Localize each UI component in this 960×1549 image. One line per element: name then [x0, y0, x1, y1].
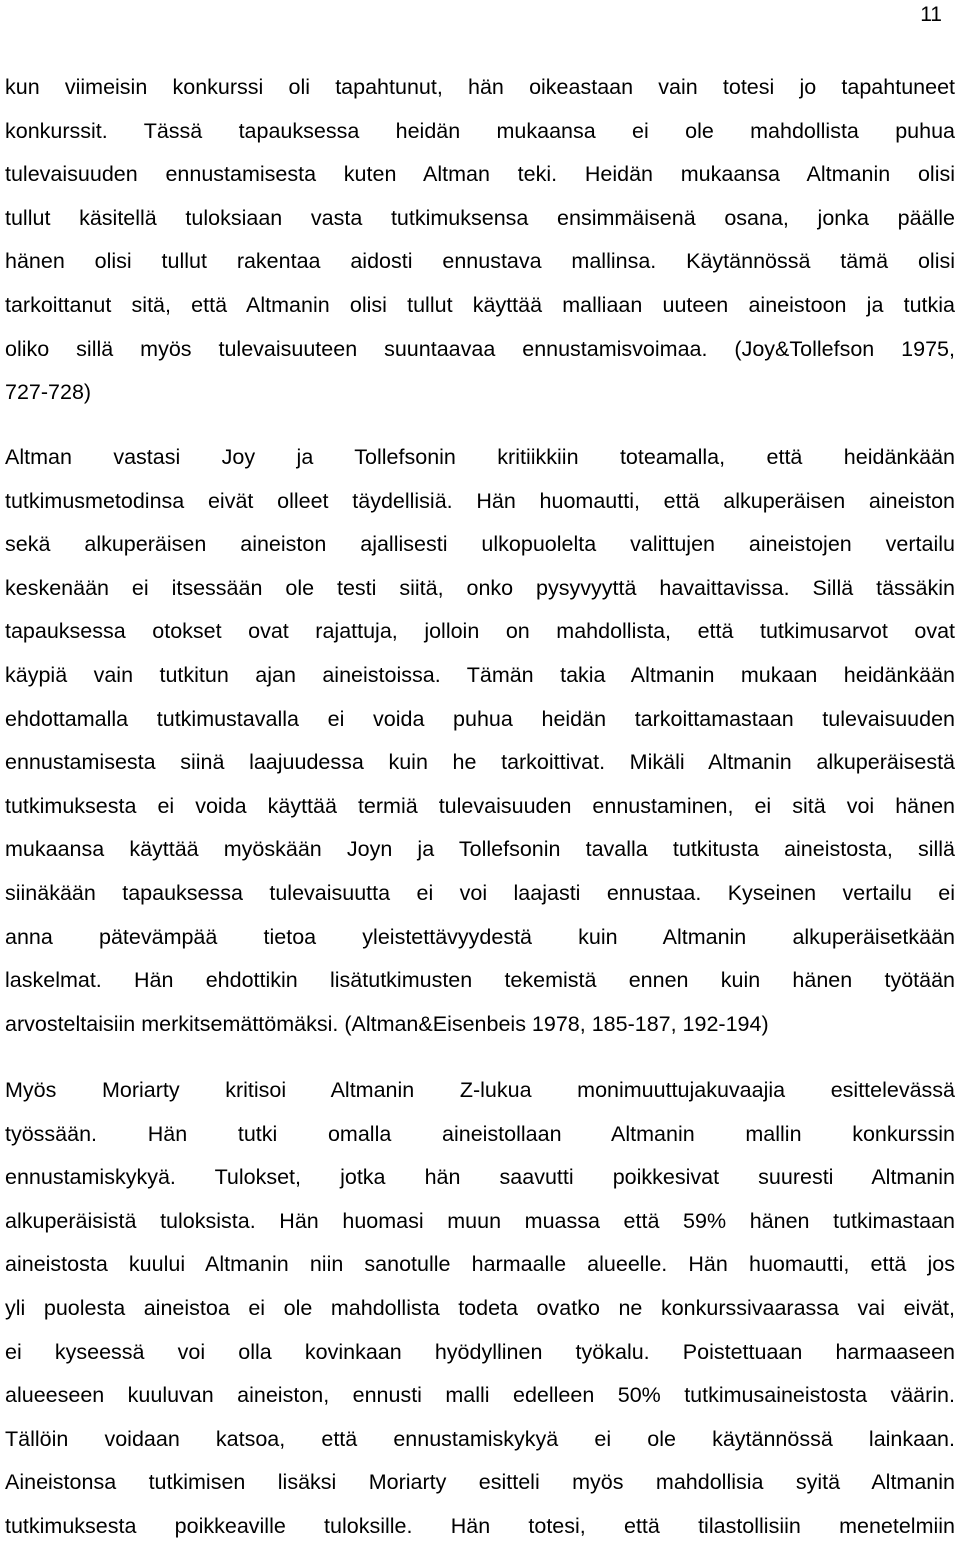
- text-line: arvosteltaisiin merkitsemättömäksi. (Altman&Eisenbeis 1978, 185-187, 192-194): [5, 1011, 769, 1036]
- text-line: Aineistonsa tutkimisen lisäksi Moriarty esitteli myös mahdollisia syitä Altmanin: [5, 1470, 955, 1495]
- text-line: Myös Moriarty kritisoi Altmanin Z-lukua monimuuttujakuvaajia esittelevässä: [5, 1078, 955, 1102]
- paragraph-3: [5, 1069, 955, 1549]
- text-line: ei kyseessä voi olla kovinkaan hyödyllinen työkalu. Poistettuaan harmaaseen: [5, 1339, 955, 1364]
- page-number: 11: [920, 3, 942, 26]
- text-line: ennustamiskykyä. Tulokset, jotka hän saavutti poikkesivat suuresti Altmanin: [5, 1165, 955, 1190]
- text-line: oliko sillä myös tulevaisuuteen suuntaavaa ennustamisvoimaa. (Joy&Tollefson 1975,: [5, 336, 955, 361]
- text-line: konkurssit. Tässä tapauksessa heidän mukaansa ei ole mahdollista puhua: [5, 118, 955, 143]
- paragraph-2: [5, 436, 955, 1046]
- text-line: tulevaisuuden ennustamisesta kuten Altman teki. Heidän mukaansa Altmanin olisi: [5, 162, 955, 187]
- text-line: anna pätevämpää tietoa yleistettävyydestä kuin Altmanin alkuperäisetkään: [5, 924, 955, 949]
- text-line: käypiä vain tutkitun ajan aineistoissa. Tämän takia Altmanin mukaan heidänkään: [5, 662, 955, 687]
- text-line: laskelmat. Hän ehdottikin lisätutkimusten tekemistä ennen kuin hänen työtään: [5, 968, 955, 993]
- text-line: tapauksessa otokset ovat rajattuja, jolloin on mahdollista, että tutkimusarvot ovat: [5, 619, 955, 644]
- text-line: hänen olisi tullut rakentaa aidosti ennustava mallinsa. Käytännössä tämä olisi: [5, 249, 955, 274]
- text-line: alkuperäisistä tuloksista. Hän huomasi muun muassa että 59% hänen tutkimastaan: [5, 1208, 955, 1233]
- text-line: ehdottamalla tutkimustavalla ei voida puhua heidän tarkoittamastaan tulevaisuuden: [5, 706, 955, 731]
- text-line: Tällöin voidaan katsoa, että ennustamiskykyä ei ole käytännössä lainkaan.: [5, 1426, 955, 1451]
- text-line: työssään. Hän tutki omalla aineistollaan Altmanin mallin konkurssin: [5, 1121, 955, 1146]
- text-line: kun viimeisin konkurssi oli tapahtunut, hän oikeastaan vain totesi jo tapahtuneet: [5, 75, 955, 99]
- text-line: keskenään ei itsessään ole testi siitä, onko pysyvyyttä havaittavissa. Sillä tässäkin: [5, 575, 955, 600]
- text-line: tutkimusmetodinsa eivät olleet täydellisiä. Hän huomautti, että alkuperäisen aineiston: [5, 488, 955, 513]
- text-line: tutkimuksesta poikkeaville tuloksille. Hän totesi, että tilastollisiin menetelmiin: [5, 1513, 955, 1538]
- text-line: Altman vastasi Joy ja Tollefsonin kritiikkiin toteamalla, että heidänkään: [5, 445, 955, 469]
- text-line: sekä alkuperäisen aineiston ajallisesti ulkopuolelta valittujen aineistojen vertailu: [5, 532, 955, 557]
- text-line: tutkimuksesta ei voida käyttää termiä tulevaisuuden ennustaminen, ei sitä voi hänen: [5, 793, 955, 818]
- text-line: alueeseen kuuluvan aineiston, ennusti malli edelleen 50% tutkimusaineistosta väärin.: [5, 1383, 955, 1408]
- text-line: siinäkään tapauksessa tulevaisuutta ei voi laajasti ennustaa. Kyseinen vertailu ei: [5, 880, 955, 905]
- paragraph-1: [5, 66, 955, 415]
- text-line: mukaansa käyttää myöskään Joyn ja Tollefsonin tavalla tutkitusta aineistosta, sillä: [5, 837, 955, 862]
- text-line: ennustamisesta siinä laajuudessa kuin he tarkoittivat. Mikäli Altmanin alkuperäisestä: [5, 750, 955, 775]
- text-line: tullut käsitellä tuloksiaan vasta tutkimuksensa ensimmäisenä osana, jonka päälle: [5, 205, 955, 230]
- text-line: aineistosta kuului Altmanin niin sanotulle harmaalle alueelle. Hän huomautti, että jos: [5, 1252, 955, 1277]
- text-line: 727-728): [5, 380, 92, 405]
- text-line: yli puolesta aineistoa ei ole mahdollista todeta ovatko ne konkurssivaarassa vai eivät,: [5, 1295, 955, 1320]
- text-line: tarkoittanut sitä, että Altmanin olisi tullut käyttää malliaan uuteen aineistoon ja tutkia: [5, 292, 955, 317]
